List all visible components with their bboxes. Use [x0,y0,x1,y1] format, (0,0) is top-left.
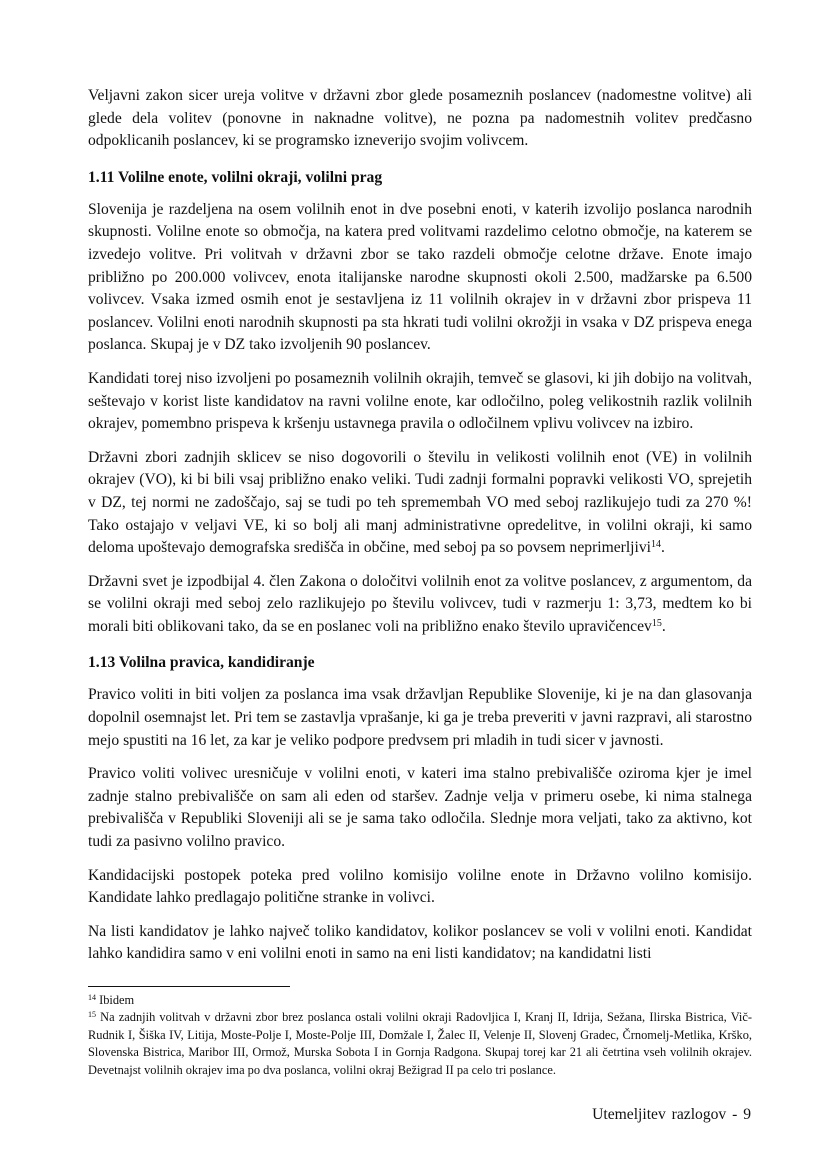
footnote-text: Ibidem [96,993,135,1007]
footnote-ref-14[interactable]: 14 [650,539,661,551]
section-heading-1-13: 1.13 Volilna pravica, kandidiranje [88,654,315,672]
paragraph-candidate-list: Na listi kandidatov je lahko največ toliko kandidatov, kolikor poslancev se voli v volilni enoti. Kandidat lahko kandidira samo v eni volilni enoti in samo na eni listi kandidatov; na kandidatni listi [88,922,752,963]
footnote-14 [88,992,752,1009]
paragraph-replacement-elections: Veljavni zakon sicer ureja volitve v državni zbor glede posameznih poslancev (nadomestne volitve) ali glede dela volitev (ponovne in naknadne volitve), ne pozna pa nadomestnih volitev predčasno odpoklicanih poslancev, ki se programsko izneverijo svojim volivcem. [88,87,752,150]
footnotes [88,992,752,1079]
footnote-number: 15 [88,1010,96,1020]
paragraph-end: . [661,617,666,635]
paragraph-national-assemblies [88,447,752,560]
paragraph-end: . [660,539,665,557]
footnote-number: 14 [88,993,96,1002]
main-text [88,85,752,977]
paragraph-candidates-not-elected: Kandidati torej niso izvoljeni po posameznih volilnih okrajih, temveč se glasovi, ki jih dobijo na volitvah, seštevajo v korist liste kandidatov na ravni volilne enote, kar odločilno, poleg velikostnih razlik volilnih okrajev, pomembno prispeva k kršenju ustavnega pravila o odločilnem vplivu volivcev na izbiro. [88,369,752,433]
section-heading-1-11: 1.11 Volilne enote, volilni okraji, volilni prag [88,168,383,186]
footnote-15 [88,1009,752,1079]
paragraph-candidacy-procedure: Kandidacijski postopek poteka pred volilno komisijo volilne enote in Državno volilno komisijo. Kandidate lahko predlagajo politične stranke in volivci. [88,866,752,907]
page-footer: Utemeljitev razlogov - 9 [592,1106,751,1123]
paragraph-right-to-vote: Pravico voliti in biti voljen za poslanca ima vsak državljan Republike Slovenije, ki je na dan glasovanja dopolnil osemnajst let. Pri tem se zastavlja vprašanje, ki ga je treba preveriti v javni razpravi, ali starostno mejo spustiti na 16 let, za kar je veliko podpore predvsem pri mladih in tudi sicer v javnosti. [88,686,752,749]
paragraph-text: Državni svet je izpodbijal 4. člen Zakona o določitvi volilnih enot za volitve poslancev, z argumentom, da se volilni okraji med seboj zelo razlikujejo po številu volivcev, tudi v razmerju 1: 3,73, medtem ko bi morali biti oblikovani tako, da se en poslanec voli na približno enako število upravičencev [88,572,752,635]
footnote-ref-15[interactable]: 15 [651,617,662,629]
paragraph-text: Državni zbori zadnjih sklicev se niso dogovorili o številu in velikosti volilnih enot (VE) in volilnih okrajev (VO), ki bi bili vsaj približno enako veliki. Tudi zadnji formalni popravki velikosti VO, sprejetih v DZ, tej normi ne zadoščajo, saj se tudi po teh spremembah VO med seboj razlikujejo tudi za 270 %! Tako ostajajo v veljavi VE, ki so bolj ali manj administrativne opredelitve, in volilni okraji, ki samo deloma upoštevajo demografska središča in občine, med seboj pa so povsem neprimerljivi [88,448,752,557]
paragraph-residence: Pravico voliti volivec uresničuje v volilni enoti, v kateri ima stalno prebivališče oziroma kjer je imel zadnje stalno prebivališče on sam ali eden od staršev. Zadnje velja v primeru osebe, ki nima stalnega prebivališča v Republiki Sloveniji ali se je sama tako odločila. Slednje mora veljati, tako za aktivno, kot tudi za pasivno volilno pravico. [88,765,752,851]
paragraph-national-council [88,571,752,639]
footnote-separator [88,986,290,987]
paragraph-electoral-units: Slovenija je razdeljena na osem volilnih enot in dve posebni enoti, v katerih izvolijo poslanca narodnih skupnosti. Volilne enote so območja, na katera pred volitvami razdelimo celotno območje, na katerem se izvedejo volitve. Pri volitvah v državni zbor se tako razdeli območje celotne države. Enote imajo približno po 200.000 volivcev, enota italijanske narodne skupnosti okoli 2.500, madžarske pa 6.500 volivcev. Vsaka izmed osmih enot je sestavljena iz 11 volilnih okrajev in v državni zbor prispeva 11 poslancev. Volilni enoti narodnih skupnosti pa sta hkrati tudi volilni okrožji in vsaka v DZ prispeva enega poslanca. Skupaj je v DZ tako izvoljenih 90 poslancev. [88,200,752,354]
footnote-text: Na zadnjih volitvah v državni zbor brez poslanca ostali volilni okraji Radovljica I, Kranj II, Idrija, Sežana, Ilirska Bistrica, Vič-Rudnik I, Šiška IV, Litija, Moste-Polje I, Moste-Polje III, Domžale I, Žalec II, Velenje II, Slovenj Gradec, Črnomelj-Metlika, Krško, Slovenska Bistrica, Maribor III, Ormož, Murska Sobota I in Gornja Radgona. Skupaj torej kar 21 ali četrtina vseh volilnih okrajev. Devetnajst volilnih okrajev ima po dva poslanca, volilni okraj Bežigrad II pa celo tri poslance. [88,1010,752,1077]
